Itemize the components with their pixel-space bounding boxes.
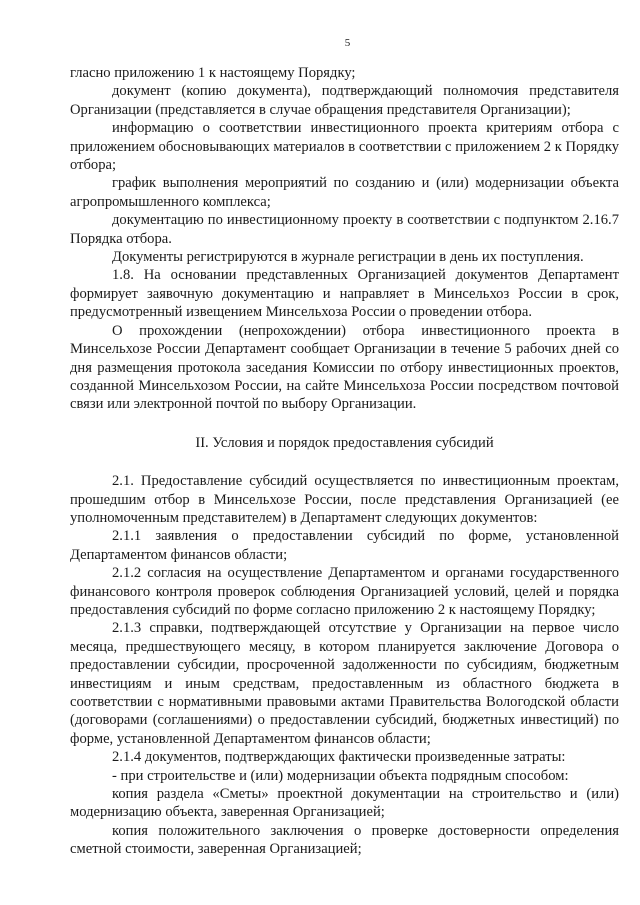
paragraph: информацию о соответствии инвестиционного проекта критериям отбора с приложением обосновывающих материалов в соответствии с приложением 2 к Порядку отбора; [70,120,619,174]
paragraph: документацию по инвестиционному проекту в соответствии с подпунктом 2.16.7 Порядка отбора. [70,212,619,247]
paragraph: 2.1. Предоставление субсидий осуществляется по инвестиционным проектам, прошедшим отбор в Минсельхозе России, после представления Организацией (ее уполномоченным представителем) в Департамент следующих документов: [70,473,619,526]
paragraph: 2.1.1 заявления о предоставлении субсидий по форме, установленной Департаментом финансов области; [70,528,619,563]
paragraph: документ (копию документа), подтверждающий полномочия представителя Организации (представляется в случае обращения представителя Организации); [70,83,619,118]
paragraph: 1.8. На основании представленных Организацией документов Департамент формирует заявочную документацию и направляет в Минсельхоз России в срок, предусмотренный извещением Минсельхоза России о проведении отбора. [70,267,619,321]
paragraph: - при строительстве и (или) модернизации объекта подрядным способом: [112,767,569,784]
section-heading: II. Условия и порядок предоставления субсидий [195,434,494,451]
paragraph: копия раздела «Сметы» проектной документации на строительство и (или) модернизацию объекта, заверенная Организацией; [70,786,619,821]
paragraph: 2.1.4 документов, подтверждающих фактически произведенные затраты: [112,749,566,766]
page-number: 5 [344,37,351,49]
paragraph: Документы регистрируются в журнале регистрации в день их поступления. [112,249,584,266]
paragraph: 2.1.2 согласия на осуществление Департаментом и органами государственного финансового контроля проверок соблюдения Организацией условий, целей и порядка предоставления субсидий по форме согласно приложению 2 к настоящему Порядку; [70,565,619,618]
paragraph: гласно приложению 1 к настоящему Порядку; [70,65,356,81]
paragraph: график выполнения мероприятий по созданию и (или) модернизации объекта агропромышленного комплекса; [70,175,619,210]
paragraph: 2.1.3 справки, подтверждающей отсутствие у Организации на первое число месяца, предшествующего месяцу, в котором планируется заключение Договора о предоставлении субсидии, просроченной задолженности по субсидиям, бюджетным инвестициям и иным средствам, предоставленным из областного бюджета в соответствии с нормативными правовыми актами Правительства Вологодской области (договорами (соглашениями) о предоставлении субсидий, бюджетных инвестиций) по форме, установленной Департаментом финансов области; [70,620,619,747]
document-page [70,36,619,859]
paragraph: копия положительного заключения о проверке достоверности определения сметной стоимости, заверенная Организацией; [70,822,619,858]
paragraph: О прохождении (непрохождении) отбора инвестиционного проекта в Минсельхозе России Департамент сообщает Организации в течение 5 рабочих дней со дня размещения протокола заседания Комиссии по отбору инвестиционных проектов, созданной Минсельхозом России, на сайте Минсельхоза России посредством почтовой связи или электронной почтой по выбору Организации. [70,322,619,413]
